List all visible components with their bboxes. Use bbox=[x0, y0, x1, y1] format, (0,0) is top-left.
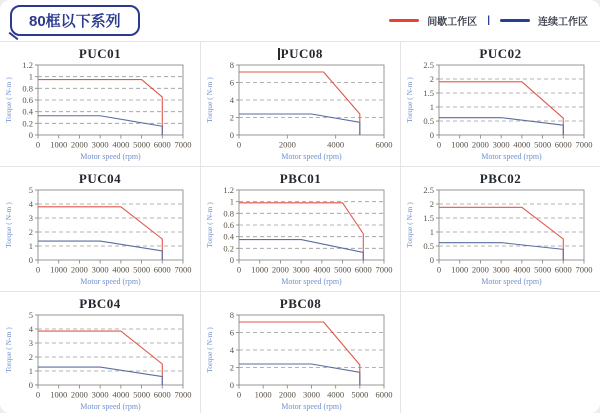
svg-text:2000: 2000 bbox=[278, 139, 296, 150]
chart-cell-puc08 bbox=[200, 41, 400, 166]
svg-text:6000: 6000 bbox=[554, 264, 572, 275]
svg-text:Motor speed (rpm): Motor speed (rpm) bbox=[481, 277, 542, 286]
torque-speed-plot-puc08 bbox=[201, 62, 400, 163]
chart-title-text: PBC08 bbox=[279, 296, 322, 311]
svg-text:4: 4 bbox=[229, 95, 234, 105]
svg-text:0: 0 bbox=[28, 380, 33, 390]
svg-text:Torque ( N-m ): Torque ( N-m ) bbox=[205, 77, 214, 123]
svg-text:2.5: 2.5 bbox=[423, 187, 434, 195]
svg-text:2000: 2000 bbox=[70, 389, 88, 400]
svg-text:Motor speed (rpm): Motor speed (rpm) bbox=[281, 402, 342, 411]
svg-text:1: 1 bbox=[229, 196, 234, 207]
svg-text:Torque ( N-m ): Torque ( N-m ) bbox=[405, 202, 414, 248]
chart-title-text: PBC04 bbox=[79, 296, 121, 311]
svg-text:5000: 5000 bbox=[534, 264, 552, 275]
intermittent-zone-label: 间歇工作区 bbox=[427, 17, 478, 28]
chart-title-pbc08 bbox=[201, 296, 400, 312]
svg-text:4000: 4000 bbox=[112, 389, 130, 400]
chart-title-puc08 bbox=[201, 46, 400, 62]
svg-text:5000: 5000 bbox=[133, 264, 151, 275]
svg-text:4000: 4000 bbox=[513, 264, 531, 275]
chart-title-text: PBC02 bbox=[479, 171, 522, 186]
svg-text:6000: 6000 bbox=[554, 139, 572, 150]
svg-text:1.5: 1.5 bbox=[423, 88, 434, 98]
svg-text:3000: 3000 bbox=[492, 139, 510, 150]
svg-text:2: 2 bbox=[28, 352, 33, 362]
svg-text:4: 4 bbox=[28, 199, 33, 209]
svg-text:0.4: 0.4 bbox=[223, 231, 234, 242]
chart-cell-pbc08 bbox=[200, 291, 400, 413]
svg-text:3000: 3000 bbox=[91, 139, 109, 150]
svg-text:8: 8 bbox=[229, 62, 234, 70]
svg-text:2000: 2000 bbox=[471, 139, 489, 150]
torque-speed-plot-puc02 bbox=[401, 62, 600, 163]
svg-text:0.6: 0.6 bbox=[22, 95, 33, 105]
svg-text:1000: 1000 bbox=[50, 389, 68, 400]
chart-cell-puc01 bbox=[0, 41, 200, 166]
svg-text:Torque ( N-m ): Torque ( N-m ) bbox=[4, 77, 13, 123]
svg-text:Motor speed (rpm): Motor speed (rpm) bbox=[80, 152, 141, 161]
torque-speed-plot-puc01 bbox=[0, 62, 200, 163]
svg-text:0: 0 bbox=[436, 139, 442, 150]
svg-text:7000: 7000 bbox=[575, 139, 593, 150]
svg-text:7000: 7000 bbox=[375, 264, 393, 275]
svg-text:2000: 2000 bbox=[471, 264, 489, 275]
svg-text:6: 6 bbox=[229, 327, 234, 338]
svg-text:2000: 2000 bbox=[271, 264, 289, 275]
svg-text:0.6: 0.6 bbox=[223, 220, 234, 230]
svg-text:3: 3 bbox=[28, 338, 33, 348]
svg-text:1.5: 1.5 bbox=[423, 213, 434, 223]
chart-title-pbc04 bbox=[0, 296, 200, 312]
chart-cell-pbc01 bbox=[200, 166, 400, 291]
svg-text:4000: 4000 bbox=[313, 264, 331, 275]
svg-text:2: 2 bbox=[429, 199, 434, 209]
svg-text:1: 1 bbox=[28, 71, 33, 82]
chart-title-text: PUC02 bbox=[479, 46, 522, 61]
intermittent-line-swatch bbox=[389, 19, 419, 22]
svg-text:0: 0 bbox=[28, 255, 33, 265]
svg-text:2000: 2000 bbox=[278, 389, 296, 400]
page-header bbox=[0, 0, 600, 41]
chart-title-text: PBC01 bbox=[279, 171, 322, 186]
chart-cell-pbc04 bbox=[0, 291, 200, 413]
continuous-line-swatch bbox=[500, 19, 530, 22]
svg-text:3000: 3000 bbox=[492, 264, 510, 275]
svg-text:0.2: 0.2 bbox=[22, 118, 33, 129]
svg-text:1000: 1000 bbox=[251, 264, 269, 275]
svg-text:2.5: 2.5 bbox=[423, 62, 434, 70]
svg-text:8: 8 bbox=[229, 312, 234, 320]
svg-text:1.2: 1.2 bbox=[223, 187, 234, 195]
svg-text:0.4: 0.4 bbox=[22, 106, 33, 117]
chart-title-puc04 bbox=[0, 171, 200, 187]
chart-title-text: PUC01 bbox=[78, 46, 122, 61]
svg-text:5000: 5000 bbox=[334, 264, 352, 275]
svg-text:1000: 1000 bbox=[50, 264, 68, 275]
chart-cell-puc04 bbox=[0, 166, 200, 291]
svg-text:Motor speed (rpm): Motor speed (rpm) bbox=[281, 152, 342, 161]
svg-text:Motor speed (rpm): Motor speed (rpm) bbox=[481, 152, 542, 161]
svg-text:0.8: 0.8 bbox=[223, 208, 234, 219]
duty-zone-legend bbox=[389, 13, 588, 28]
svg-text:5000: 5000 bbox=[534, 139, 552, 150]
svg-text:Torque ( N-m ): Torque ( N-m ) bbox=[4, 327, 13, 373]
chart-cell-pbc02 bbox=[400, 166, 600, 291]
svg-text:6000: 6000 bbox=[375, 139, 393, 150]
svg-text:0.8: 0.8 bbox=[22, 83, 33, 94]
svg-text:3000: 3000 bbox=[91, 264, 109, 275]
svg-text:2: 2 bbox=[28, 227, 33, 237]
svg-text:5: 5 bbox=[28, 312, 33, 320]
svg-text:7000: 7000 bbox=[174, 389, 192, 400]
svg-text:4000: 4000 bbox=[327, 139, 345, 150]
chart-cell-puc02 bbox=[400, 41, 600, 166]
svg-text:4000: 4000 bbox=[513, 139, 531, 150]
svg-text:0: 0 bbox=[236, 389, 242, 400]
svg-text:5: 5 bbox=[28, 187, 33, 195]
svg-text:0.5: 0.5 bbox=[423, 116, 434, 126]
svg-text:0: 0 bbox=[35, 389, 41, 400]
legend-separator: | bbox=[487, 15, 490, 26]
svg-text:3000: 3000 bbox=[292, 264, 310, 275]
svg-text:1000: 1000 bbox=[50, 139, 68, 150]
svg-text:Motor speed (rpm): Motor speed (rpm) bbox=[80, 277, 141, 286]
torque-speed-plot-pbc08 bbox=[201, 312, 400, 413]
svg-text:2: 2 bbox=[429, 74, 434, 84]
svg-text:0: 0 bbox=[229, 255, 234, 265]
svg-text:0: 0 bbox=[236, 139, 242, 150]
svg-text:6000: 6000 bbox=[354, 264, 372, 275]
series-title-badge: 80框以下系列 bbox=[10, 5, 140, 36]
chart-grid bbox=[0, 41, 600, 413]
svg-text:1000: 1000 bbox=[451, 264, 469, 275]
svg-text:3000: 3000 bbox=[91, 389, 109, 400]
svg-text:0: 0 bbox=[429, 130, 434, 140]
svg-text:1: 1 bbox=[429, 227, 434, 237]
svg-text:1000: 1000 bbox=[451, 139, 469, 150]
svg-text:Torque ( N-m ): Torque ( N-m ) bbox=[405, 77, 414, 123]
svg-text:7000: 7000 bbox=[174, 139, 192, 150]
empty-cell bbox=[400, 291, 600, 413]
svg-text:0: 0 bbox=[229, 380, 234, 390]
svg-text:3000: 3000 bbox=[303, 389, 320, 400]
svg-text:4: 4 bbox=[229, 345, 234, 355]
torque-speed-plot-pbc02 bbox=[401, 187, 600, 288]
svg-text:2: 2 bbox=[229, 362, 234, 373]
svg-text:7000: 7000 bbox=[575, 264, 593, 275]
text-cursor bbox=[278, 48, 280, 60]
svg-text:0.5: 0.5 bbox=[423, 241, 434, 251]
svg-text:5000: 5000 bbox=[351, 389, 369, 400]
svg-text:1: 1 bbox=[28, 366, 33, 376]
svg-text:0: 0 bbox=[229, 130, 234, 140]
svg-text:2000: 2000 bbox=[70, 264, 88, 275]
svg-text:6000: 6000 bbox=[375, 389, 393, 400]
svg-text:3: 3 bbox=[28, 213, 33, 223]
svg-text:2: 2 bbox=[229, 112, 234, 123]
svg-text:0: 0 bbox=[35, 139, 41, 150]
torque-speed-plot-pbc01 bbox=[201, 187, 400, 288]
chart-title-text: PUC08 bbox=[280, 46, 323, 61]
continuous-zone-label: 连续工作区 bbox=[538, 17, 588, 28]
svg-text:0.2: 0.2 bbox=[223, 243, 234, 254]
svg-text:Motor speed (rpm): Motor speed (rpm) bbox=[80, 402, 141, 411]
svg-text:6000: 6000 bbox=[153, 139, 171, 150]
svg-text:2000: 2000 bbox=[70, 139, 88, 150]
svg-text:7000: 7000 bbox=[174, 264, 192, 275]
svg-text:0: 0 bbox=[236, 264, 242, 275]
chart-title-pbc01 bbox=[201, 171, 400, 187]
svg-text:4000: 4000 bbox=[112, 264, 130, 275]
torque-speed-plot-puc04 bbox=[0, 187, 200, 288]
svg-text:0: 0 bbox=[436, 264, 442, 275]
svg-text:0: 0 bbox=[28, 130, 33, 140]
svg-text:1: 1 bbox=[429, 102, 434, 112]
svg-text:5000: 5000 bbox=[133, 139, 151, 150]
chart-title-puc01 bbox=[0, 46, 200, 62]
svg-text:1000: 1000 bbox=[254, 389, 272, 400]
svg-text:4: 4 bbox=[28, 324, 33, 334]
svg-text:Torque ( N-m ): Torque ( N-m ) bbox=[205, 202, 214, 248]
svg-text:6: 6 bbox=[229, 77, 234, 88]
svg-text:6000: 6000 bbox=[153, 389, 171, 400]
svg-text:0: 0 bbox=[35, 264, 41, 275]
torque-speed-plot-pbc04 bbox=[0, 312, 200, 413]
svg-text:Torque ( N-m ): Torque ( N-m ) bbox=[205, 327, 214, 373]
svg-text:4000: 4000 bbox=[327, 389, 345, 400]
svg-text:1.2: 1.2 bbox=[22, 62, 33, 70]
svg-text:Motor speed (rpm): Motor speed (rpm) bbox=[281, 277, 342, 286]
svg-text:4000: 4000 bbox=[112, 139, 130, 150]
svg-text:Torque ( N-m ): Torque ( N-m ) bbox=[4, 202, 13, 248]
svg-text:6000: 6000 bbox=[153, 264, 171, 275]
chart-title-text: PUC04 bbox=[78, 171, 122, 186]
svg-text:1: 1 bbox=[28, 241, 33, 251]
svg-text:0: 0 bbox=[429, 255, 434, 265]
chart-title-pbc02 bbox=[401, 171, 600, 187]
svg-text:5000: 5000 bbox=[133, 389, 151, 400]
chart-title-puc02 bbox=[401, 46, 600, 62]
